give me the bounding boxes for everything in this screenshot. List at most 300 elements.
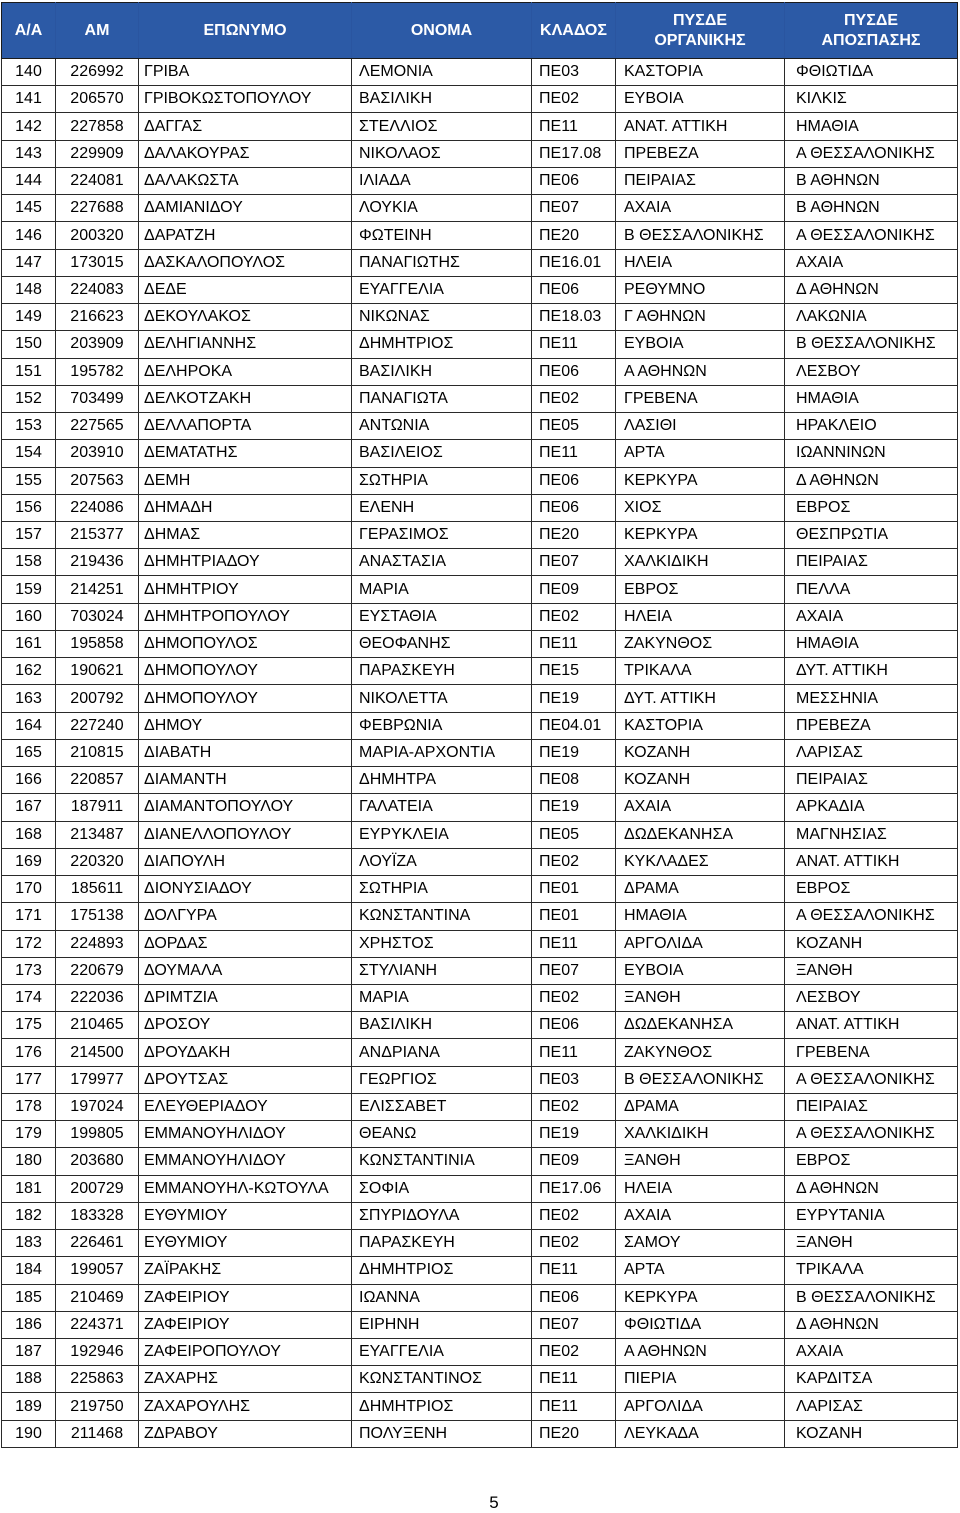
table-row bbox=[2, 304, 958, 331]
table-row bbox=[2, 1202, 958, 1229]
organic-pysde-cell: ΖΑΚΥΝΘΟΣ bbox=[616, 630, 785, 657]
header-registry-number bbox=[56, 3, 139, 59]
organic-pysde-cell: ΔΩΔΕΚΑΝΗΣΑ bbox=[616, 1012, 785, 1039]
secondment-pysde-cell: Β ΘΕΣΣΑΛΟΝΙΚΗΣ bbox=[785, 1284, 958, 1311]
row-number-cell: 144 bbox=[2, 167, 56, 194]
registry-number-cell: 220679 bbox=[56, 957, 139, 984]
row-number-cell: 162 bbox=[2, 658, 56, 685]
first-name-cell: ΧΡΗΣΤΟΣ bbox=[352, 930, 532, 957]
row-number-cell: 177 bbox=[2, 1066, 56, 1093]
organic-pysde-cell: ΖΑΚΥΝΘΟΣ bbox=[616, 1039, 785, 1066]
secondment-pysde-cell: ΜΕΣΣΗΝΙΑ bbox=[785, 685, 958, 712]
row-number-cell: 168 bbox=[2, 821, 56, 848]
table-row bbox=[2, 1284, 958, 1311]
first-name-cell: ΘΕΟΦΑΝΗΣ bbox=[352, 630, 532, 657]
specialty-cell: ΠΕ19 bbox=[532, 1121, 616, 1148]
registry-number-cell: 224086 bbox=[56, 494, 139, 521]
organic-pysde-cell: ΧΑΛΚΙΔΙΚΗ bbox=[616, 1121, 785, 1148]
specialty-cell: ΠΕ11 bbox=[532, 1257, 616, 1284]
row-number-cell: 151 bbox=[2, 358, 56, 385]
row-number-cell: 146 bbox=[2, 222, 56, 249]
organic-pysde-cell: ΕΥΒΟΙΑ bbox=[616, 957, 785, 984]
first-name-cell: ΙΩΑΝΝΑ bbox=[352, 1284, 532, 1311]
table-row bbox=[2, 794, 958, 821]
secondment-pysde-cell: ΘΕΣΠΡΩΤΙΑ bbox=[785, 521, 958, 548]
surname-cell: ΖΑΧΑΡΟΥΛΗΣ bbox=[139, 1393, 352, 1420]
organic-pysde-cell: Β ΘΕΣΣΑΛΟΝΙΚΗΣ bbox=[616, 1066, 785, 1093]
surname-cell: ΔΑΛΑΚΩΣΤΑ bbox=[139, 167, 352, 194]
surname-cell: ΔΕΛΗΓΙΑΝΝΗΣ bbox=[139, 331, 352, 358]
first-name-cell: ΕΙΡΗΝΗ bbox=[352, 1311, 532, 1338]
first-name-cell: ΒΑΣΙΛΙΚΗ bbox=[352, 86, 532, 113]
organic-pysde-cell: ΤΡΙΚΑΛΑ bbox=[616, 658, 785, 685]
row-number-cell: 167 bbox=[2, 794, 56, 821]
surname-cell: ΖΔΡΑΒΟΥ bbox=[139, 1420, 352, 1447]
specialty-cell: ΠΕ20 bbox=[532, 1420, 616, 1447]
secondment-pysde-cell: ΠΕΙΡΑΙΑΣ bbox=[785, 1093, 958, 1120]
first-name-cell: ΓΑΛΑΤΕΙΑ bbox=[352, 794, 532, 821]
secondment-pysde-cell: ΚΟΖΑΝΗ bbox=[785, 1420, 958, 1447]
row-number-cell: 141 bbox=[2, 86, 56, 113]
header-label-line1: ΠΥΣΔΕ bbox=[673, 11, 727, 29]
specialty-cell: ΠΕ11 bbox=[532, 630, 616, 657]
first-name-cell: ΝΙΚΟΛΑΟΣ bbox=[352, 140, 532, 167]
table-row bbox=[2, 767, 958, 794]
registry-number-cell: 211468 bbox=[56, 1420, 139, 1447]
header-label-line2: ΟΡΓΑΝΙΚΗΣ bbox=[654, 31, 746, 49]
secondment-pysde-cell: Δ ΑΘΗΝΩΝ bbox=[785, 1311, 958, 1338]
first-name-cell: ΒΑΣΙΛΕΙΟΣ bbox=[352, 440, 532, 467]
table-row bbox=[2, 930, 958, 957]
specialty-cell: ΠΕ02 bbox=[532, 984, 616, 1011]
surname-cell: ΓΡΙΒΟΚΩΣΤΟΠΟΥΛΟΥ bbox=[139, 86, 352, 113]
organic-pysde-cell: Α ΑΘΗΝΩΝ bbox=[616, 358, 785, 385]
surname-cell: ΔΗΜΗΤΡΙΑΔΟΥ bbox=[139, 549, 352, 576]
specialty-cell: ΠΕ11 bbox=[532, 1393, 616, 1420]
table-row bbox=[2, 984, 958, 1011]
secondment-pysde-cell: ΚΟΖΑΝΗ bbox=[785, 930, 958, 957]
secondment-pysde-cell: Δ ΑΘΗΝΩΝ bbox=[785, 276, 958, 303]
registry-number-cell: 210465 bbox=[56, 1012, 139, 1039]
organic-pysde-cell: ΕΥΒΟΙΑ bbox=[616, 331, 785, 358]
row-number-cell: 145 bbox=[2, 195, 56, 222]
header-surname bbox=[139, 3, 352, 59]
registry-number-cell: 192946 bbox=[56, 1339, 139, 1366]
specialty-cell: ΠΕ06 bbox=[532, 494, 616, 521]
registry-number-cell: 225863 bbox=[56, 1366, 139, 1393]
row-number-cell: 156 bbox=[2, 494, 56, 521]
registry-number-cell: 220857 bbox=[56, 767, 139, 794]
surname-cell: ΔΑΣΚΑΛΟΠΟΥΛΟΣ bbox=[139, 249, 352, 276]
surname-cell: ΕΛΕΥΘΕΡΙΑΔΟΥ bbox=[139, 1093, 352, 1120]
surname-cell: ΔΗΜΗΤΡΙΟΥ bbox=[139, 576, 352, 603]
specialty-cell: ΠΕ11 bbox=[532, 1039, 616, 1066]
secondment-pysde-cell: ΗΜΑΘΙΑ bbox=[785, 113, 958, 140]
table-row bbox=[2, 821, 958, 848]
row-number-cell: 155 bbox=[2, 467, 56, 494]
registry-number-cell: 227858 bbox=[56, 113, 139, 140]
secondment-pysde-cell: ΕΒΡΟΣ bbox=[785, 1148, 958, 1175]
table-row bbox=[2, 712, 958, 739]
registry-number-cell: 199057 bbox=[56, 1257, 139, 1284]
teacher-list-table bbox=[1, 2, 958, 1448]
row-number-cell: 140 bbox=[2, 59, 56, 86]
first-name-cell: ΣΠΥΡΙΔΟΥΛΑ bbox=[352, 1202, 532, 1229]
registry-number-cell: 200320 bbox=[56, 222, 139, 249]
table-body bbox=[2, 59, 958, 1448]
first-name-cell: ΣΤΕΛΛΙΟΣ bbox=[352, 113, 532, 140]
surname-cell: ΔΙΑΠΟΥΛΗ bbox=[139, 848, 352, 875]
secondment-pysde-cell: Α ΘΕΣΣΑΛΟΝΙΚΗΣ bbox=[785, 140, 958, 167]
row-number-cell: 166 bbox=[2, 767, 56, 794]
registry-number-cell: 220320 bbox=[56, 848, 139, 875]
first-name-cell: ΕΛΙΣΣΑΒΕΤ bbox=[352, 1093, 532, 1120]
specialty-cell: ΠΕ01 bbox=[532, 876, 616, 903]
row-number-cell: 186 bbox=[2, 1311, 56, 1338]
secondment-pysde-cell: ΗΡΑΚΛΕΙΟ bbox=[785, 413, 958, 440]
table-row bbox=[2, 876, 958, 903]
secondment-pysde-cell: Α ΘΕΣΣΑΛΟΝΙΚΗΣ bbox=[785, 222, 958, 249]
row-number-cell: 150 bbox=[2, 331, 56, 358]
surname-cell: ΔΕΛΗΡΟΚΑ bbox=[139, 358, 352, 385]
table-row bbox=[2, 167, 958, 194]
table-row bbox=[2, 249, 958, 276]
organic-pysde-cell: ΔΡΑΜΑ bbox=[616, 1093, 785, 1120]
specialty-cell: ΠΕ06 bbox=[532, 1284, 616, 1311]
row-number-cell: 176 bbox=[2, 1039, 56, 1066]
table-row bbox=[2, 1148, 958, 1175]
secondment-pysde-cell: ΑΝΑΤ. ΑΤΤΙΚΗ bbox=[785, 848, 958, 875]
first-name-cell: ΓΕΩΡΓΙΟΣ bbox=[352, 1066, 532, 1093]
first-name-cell: ΦΩΤΕΙΝΗ bbox=[352, 222, 532, 249]
table-row bbox=[2, 385, 958, 412]
registry-number-cell: 173015 bbox=[56, 249, 139, 276]
organic-pysde-cell: ΗΛΕΙΑ bbox=[616, 603, 785, 630]
secondment-pysde-cell: ΓΡΕΒΕΝΑ bbox=[785, 1039, 958, 1066]
specialty-cell: ΠΕ07 bbox=[532, 1311, 616, 1338]
row-number-cell: 148 bbox=[2, 276, 56, 303]
registry-number-cell: 203680 bbox=[56, 1148, 139, 1175]
row-number-cell: 180 bbox=[2, 1148, 56, 1175]
specialty-cell: ΠΕ03 bbox=[532, 1066, 616, 1093]
specialty-cell: ΠΕ09 bbox=[532, 576, 616, 603]
specialty-cell: ΠΕ19 bbox=[532, 794, 616, 821]
specialty-cell: ΠΕ17.06 bbox=[532, 1175, 616, 1202]
table-row bbox=[2, 276, 958, 303]
organic-pysde-cell: ΗΛΕΙΑ bbox=[616, 249, 785, 276]
surname-cell: ΔΗΜΟΥ bbox=[139, 712, 352, 739]
specialty-cell: ΠΕ02 bbox=[532, 1339, 616, 1366]
header-label: ΚΛΑΔΟΣ bbox=[540, 21, 607, 39]
first-name-cell: ΛΟΥΪΖΑ bbox=[352, 848, 532, 875]
specialty-cell: ΠΕ02 bbox=[532, 86, 616, 113]
specialty-cell: ΠΕ08 bbox=[532, 767, 616, 794]
organic-pysde-cell: ΚΕΡΚΥΡΑ bbox=[616, 521, 785, 548]
row-number-cell: 185 bbox=[2, 1284, 56, 1311]
specialty-cell: ΠΕ17.08 bbox=[532, 140, 616, 167]
row-number-cell: 170 bbox=[2, 876, 56, 903]
table-row bbox=[2, 521, 958, 548]
surname-cell: ΕΜΜΑΝΟΥΗΛΙΔΟΥ bbox=[139, 1121, 352, 1148]
registry-number-cell: 703024 bbox=[56, 603, 139, 630]
surname-cell: ΔΟΛΓΥΡΑ bbox=[139, 903, 352, 930]
secondment-pysde-cell: Δ ΑΘΗΝΩΝ bbox=[785, 467, 958, 494]
first-name-cell: ΝΙΚΩΝΑΣ bbox=[352, 304, 532, 331]
surname-cell: ΔΗΜΑΣ bbox=[139, 521, 352, 548]
registry-number-cell: 219750 bbox=[56, 1393, 139, 1420]
secondment-pysde-cell: ΗΜΑΘΙΑ bbox=[785, 630, 958, 657]
organic-pysde-cell: ΛΑΣΙΘΙ bbox=[616, 413, 785, 440]
secondment-pysde-cell: ΔΥΤ. ΑΤΤΙΚΗ bbox=[785, 658, 958, 685]
row-number-cell: 164 bbox=[2, 712, 56, 739]
first-name-cell: ΣΤΥΛΙΑΝΗ bbox=[352, 957, 532, 984]
header-label: Α/Α bbox=[14, 21, 43, 39]
surname-cell: ΔΟΥΜΑΛΑ bbox=[139, 957, 352, 984]
first-name-cell: ΕΛΕΝΗ bbox=[352, 494, 532, 521]
first-name-cell: ΑΝΔΡΙΑΝΑ bbox=[352, 1039, 532, 1066]
organic-pysde-cell: ΑΧΑΙΑ bbox=[616, 1202, 785, 1229]
organic-pysde-cell: ΡΕΘΥΜΝΟ bbox=[616, 276, 785, 303]
registry-number-cell: 214251 bbox=[56, 576, 139, 603]
surname-cell: ΔΡΟΣΟΥ bbox=[139, 1012, 352, 1039]
table-row bbox=[2, 86, 958, 113]
table-row bbox=[2, 1393, 958, 1420]
registry-number-cell: 183328 bbox=[56, 1202, 139, 1229]
row-number-cell: 188 bbox=[2, 1366, 56, 1393]
specialty-cell: ΠΕ01 bbox=[532, 903, 616, 930]
header-organic-pysde bbox=[616, 3, 785, 59]
first-name-cell: ΜΑΡΙΑ-ΑΡΧΟΝΤΙΑ bbox=[352, 739, 532, 766]
registry-number-cell: 207563 bbox=[56, 467, 139, 494]
registry-number-cell: 199805 bbox=[56, 1121, 139, 1148]
first-name-cell: ΒΑΣΙΛΙΚΗ bbox=[352, 358, 532, 385]
secondment-pysde-cell: ΑΧΑΙΑ bbox=[785, 249, 958, 276]
row-number-cell: 182 bbox=[2, 1202, 56, 1229]
organic-pysde-cell: ΑΧΑΙΑ bbox=[616, 195, 785, 222]
secondment-pysde-cell: ΚΙΛΚΙΣ bbox=[785, 86, 958, 113]
first-name-cell: ΜΑΡΙΑ bbox=[352, 984, 532, 1011]
row-number-cell: 157 bbox=[2, 521, 56, 548]
surname-cell: ΔΙΑΒΑΤΗ bbox=[139, 739, 352, 766]
registry-number-cell: 224371 bbox=[56, 1311, 139, 1338]
secondment-pysde-cell: ΛΕΣΒΟΥ bbox=[785, 358, 958, 385]
organic-pysde-cell: ΑΡΤΑ bbox=[616, 1257, 785, 1284]
organic-pysde-cell: ΠΙΕΡΙΑ bbox=[616, 1366, 785, 1393]
first-name-cell: ΙΛΙΑΔΑ bbox=[352, 167, 532, 194]
row-number-cell: 161 bbox=[2, 630, 56, 657]
registry-number-cell: 224083 bbox=[56, 276, 139, 303]
organic-pysde-cell: ΔΥΤ. ΑΤΤΙΚΗ bbox=[616, 685, 785, 712]
table-row bbox=[2, 222, 958, 249]
specialty-cell: ΠΕ11 bbox=[532, 113, 616, 140]
first-name-cell: ΚΩΝΣΤΑΝΤΙΝΙΑ bbox=[352, 1148, 532, 1175]
registry-number-cell: 195782 bbox=[56, 358, 139, 385]
registry-number-cell: 214500 bbox=[56, 1039, 139, 1066]
specialty-cell: ΠΕ20 bbox=[532, 222, 616, 249]
organic-pysde-cell: ΦΘΙΩΤΙΔΑ bbox=[616, 1311, 785, 1338]
first-name-cell: ΜΑΡΙΑ bbox=[352, 576, 532, 603]
first-name-cell: ΠΑΡΑΣΚΕΥΗ bbox=[352, 658, 532, 685]
first-name-cell: ΓΕΡΑΣΙΜΟΣ bbox=[352, 521, 532, 548]
specialty-cell: ΠΕ05 bbox=[532, 413, 616, 440]
organic-pysde-cell: Β ΘΕΣΣΑΛΟΝΙΚΗΣ bbox=[616, 222, 785, 249]
surname-cell: ΔΙΟΝΥΣΙΑΔΟΥ bbox=[139, 876, 352, 903]
surname-cell: ΔΗΜΟΠΟΥΛΟΣ bbox=[139, 630, 352, 657]
row-number-cell: 189 bbox=[2, 1393, 56, 1420]
table-row bbox=[2, 494, 958, 521]
surname-cell: ΔΗΜΑΔΗ bbox=[139, 494, 352, 521]
first-name-cell: ΔΗΜΗΤΡΙΟΣ bbox=[352, 1257, 532, 1284]
first-name-cell: ΑΝΑΣΤΑΣΙΑ bbox=[352, 549, 532, 576]
row-number-cell: 175 bbox=[2, 1012, 56, 1039]
registry-number-cell: 190621 bbox=[56, 658, 139, 685]
surname-cell: ΔΗΜΗΤΡΟΠΟΥΛΟΥ bbox=[139, 603, 352, 630]
secondment-pysde-cell: Β ΑΘΗΝΩΝ bbox=[785, 167, 958, 194]
secondment-pysde-cell: Α ΘΕΣΣΑΛΟΝΙΚΗΣ bbox=[785, 1066, 958, 1093]
registry-number-cell: 216623 bbox=[56, 304, 139, 331]
surname-cell: ΖΑΦΕΙΡΙΟΥ bbox=[139, 1284, 352, 1311]
table-row bbox=[2, 1066, 958, 1093]
first-name-cell: ΦΕΒΡΩΝΙΑ bbox=[352, 712, 532, 739]
secondment-pysde-cell: ΛΑΚΩΝΙΑ bbox=[785, 304, 958, 331]
organic-pysde-cell: ΚΑΣΤΟΡΙΑ bbox=[616, 59, 785, 86]
surname-cell: ΔΙΑΜΑΝΤΗ bbox=[139, 767, 352, 794]
organic-pysde-cell: ΕΥΒΟΙΑ bbox=[616, 86, 785, 113]
table-row bbox=[2, 848, 958, 875]
secondment-pysde-cell: Α ΘΕΣΣΑΛΟΝΙΚΗΣ bbox=[785, 1121, 958, 1148]
header-first-name bbox=[352, 3, 532, 59]
first-name-cell: ΘΕΑΝΩ bbox=[352, 1121, 532, 1148]
table-row bbox=[2, 1175, 958, 1202]
surname-cell: ΔΙΑΜΑΝΤΟΠΟΥΛΟΥ bbox=[139, 794, 352, 821]
first-name-cell: ΠΑΝΑΓΙΩΤΗΣ bbox=[352, 249, 532, 276]
registry-number-cell: 703499 bbox=[56, 385, 139, 412]
first-name-cell: ΔΗΜΗΤΡΙΟΣ bbox=[352, 331, 532, 358]
organic-pysde-cell: ΕΒΡΟΣ bbox=[616, 576, 785, 603]
secondment-pysde-cell: ΑΧΑΙΑ bbox=[785, 603, 958, 630]
organic-pysde-cell: ΚΕΡΚΥΡΑ bbox=[616, 467, 785, 494]
specialty-cell: ΠΕ06 bbox=[532, 276, 616, 303]
specialty-cell: ΠΕ09 bbox=[532, 1148, 616, 1175]
surname-cell: ΔΙΑΝΕΛΛΟΠΟΥΛΟΥ bbox=[139, 821, 352, 848]
registry-number-cell: 210815 bbox=[56, 739, 139, 766]
surname-cell: ΔΑΓΓΑΣ bbox=[139, 113, 352, 140]
specialty-cell: ΠΕ02 bbox=[532, 1202, 616, 1229]
table-row bbox=[2, 413, 958, 440]
surname-cell: ΔΡΙΜΤΖΙΑ bbox=[139, 984, 352, 1011]
table-row bbox=[2, 1366, 958, 1393]
row-number-cell: 165 bbox=[2, 739, 56, 766]
table-header-row bbox=[2, 3, 958, 59]
specialty-cell: ΠΕ11 bbox=[532, 1366, 616, 1393]
first-name-cell: ΛΕΜΟΝΙΑ bbox=[352, 59, 532, 86]
table-row bbox=[2, 358, 958, 385]
specialty-cell: ΠΕ11 bbox=[532, 930, 616, 957]
specialty-cell: ΠΕ02 bbox=[532, 1230, 616, 1257]
table-row bbox=[2, 603, 958, 630]
registry-number-cell: 197024 bbox=[56, 1093, 139, 1120]
organic-pysde-cell: ΑΡΤΑ bbox=[616, 440, 785, 467]
table-row bbox=[2, 440, 958, 467]
registry-number-cell: 200792 bbox=[56, 685, 139, 712]
row-number-cell: 142 bbox=[2, 113, 56, 140]
page-number: 5 bbox=[489, 1493, 499, 1512]
specialty-cell: ΠΕ18.03 bbox=[532, 304, 616, 331]
registry-number-cell: 179977 bbox=[56, 1066, 139, 1093]
first-name-cell: ΒΑΣΙΛΙΚΗ bbox=[352, 1012, 532, 1039]
row-number-cell: 172 bbox=[2, 930, 56, 957]
first-name-cell: ΛΟΥΚΙΑ bbox=[352, 195, 532, 222]
surname-cell: ΓΡΙΒΑ bbox=[139, 59, 352, 86]
registry-number-cell: 203909 bbox=[56, 331, 139, 358]
table-row bbox=[2, 1039, 958, 1066]
organic-pysde-cell: ΠΕΙΡΑΙΑΣ bbox=[616, 167, 785, 194]
first-name-cell: ΣΩΤΗΡΙΑ bbox=[352, 467, 532, 494]
table-row bbox=[2, 140, 958, 167]
row-number-cell: 159 bbox=[2, 576, 56, 603]
registry-number-cell: 224081 bbox=[56, 167, 139, 194]
registry-number-cell: 206570 bbox=[56, 86, 139, 113]
specialty-cell: ΠΕ19 bbox=[532, 685, 616, 712]
row-number-cell: 184 bbox=[2, 1257, 56, 1284]
specialty-cell: ΠΕ07 bbox=[532, 549, 616, 576]
organic-pysde-cell: ΓΡΕΒΕΝΑ bbox=[616, 385, 785, 412]
specialty-cell: ΠΕ06 bbox=[532, 358, 616, 385]
organic-pysde-cell: ΑΡΓΟΛΙΔΑ bbox=[616, 1393, 785, 1420]
registry-number-cell: 219436 bbox=[56, 549, 139, 576]
registry-number-cell: 185611 bbox=[56, 876, 139, 903]
specialty-cell: ΠΕ07 bbox=[532, 195, 616, 222]
registry-number-cell: 215377 bbox=[56, 521, 139, 548]
header-label-line2: ΑΠΟΣΠΑΣΗΣ bbox=[821, 31, 921, 49]
secondment-pysde-cell: ΑΡΚΑΔΙΑ bbox=[785, 794, 958, 821]
surname-cell: ΔΗΜΟΠΟΥΛΟΥ bbox=[139, 685, 352, 712]
registry-number-cell: 229909 bbox=[56, 140, 139, 167]
first-name-cell: ΕΥΑΓΓΕΛΙΑ bbox=[352, 276, 532, 303]
surname-cell: ΖΑΦΕΙΡΟΠΟΥΛΟΥ bbox=[139, 1339, 352, 1366]
row-number-cell: 179 bbox=[2, 1121, 56, 1148]
organic-pysde-cell: ΑΡΓΟΛΙΔΑ bbox=[616, 930, 785, 957]
secondment-pysde-cell: ΠΕΛΛΑ bbox=[785, 576, 958, 603]
surname-cell: ΕΜΜΑΝΟΥΗΛΙΔΟΥ bbox=[139, 1148, 352, 1175]
registry-number-cell: 224893 bbox=[56, 930, 139, 957]
registry-number-cell: 226461 bbox=[56, 1230, 139, 1257]
row-number-cell: 152 bbox=[2, 385, 56, 412]
secondment-pysde-cell: ΤΡΙΚΑΛΑ bbox=[785, 1257, 958, 1284]
organic-pysde-cell: ΛΕΥΚΑΔΑ bbox=[616, 1420, 785, 1447]
row-number-cell: 147 bbox=[2, 249, 56, 276]
table-row bbox=[2, 576, 958, 603]
row-number-cell: 181 bbox=[2, 1175, 56, 1202]
registry-number-cell: 227688 bbox=[56, 195, 139, 222]
organic-pysde-cell: ΚΟΖΑΝΗ bbox=[616, 767, 785, 794]
secondment-pysde-cell: ΛΑΡΙΣΑΣ bbox=[785, 739, 958, 766]
organic-pysde-cell: ΠΡΕΒΕΖΑ bbox=[616, 140, 785, 167]
surname-cell: ΔΕΛΛΑΠΟΡΤΑ bbox=[139, 413, 352, 440]
table-row bbox=[2, 1012, 958, 1039]
first-name-cell: ΔΗΜΗΤΡΙΟΣ bbox=[352, 1393, 532, 1420]
table-row bbox=[2, 658, 958, 685]
first-name-cell: ΕΥΣΤΑΘΙΑ bbox=[352, 603, 532, 630]
organic-pysde-cell: ΞΑΝΘΗ bbox=[616, 984, 785, 1011]
table-row bbox=[2, 1311, 958, 1338]
secondment-pysde-cell: ΦΘΙΩΤΙΔΑ bbox=[785, 59, 958, 86]
table-row bbox=[2, 59, 958, 86]
secondment-pysde-cell: ΕΒΡΟΣ bbox=[785, 876, 958, 903]
organic-pysde-cell: ΚΑΣΤΟΡΙΑ bbox=[616, 712, 785, 739]
specialty-cell: ΠΕ16.01 bbox=[532, 249, 616, 276]
row-number-cell: 153 bbox=[2, 413, 56, 440]
